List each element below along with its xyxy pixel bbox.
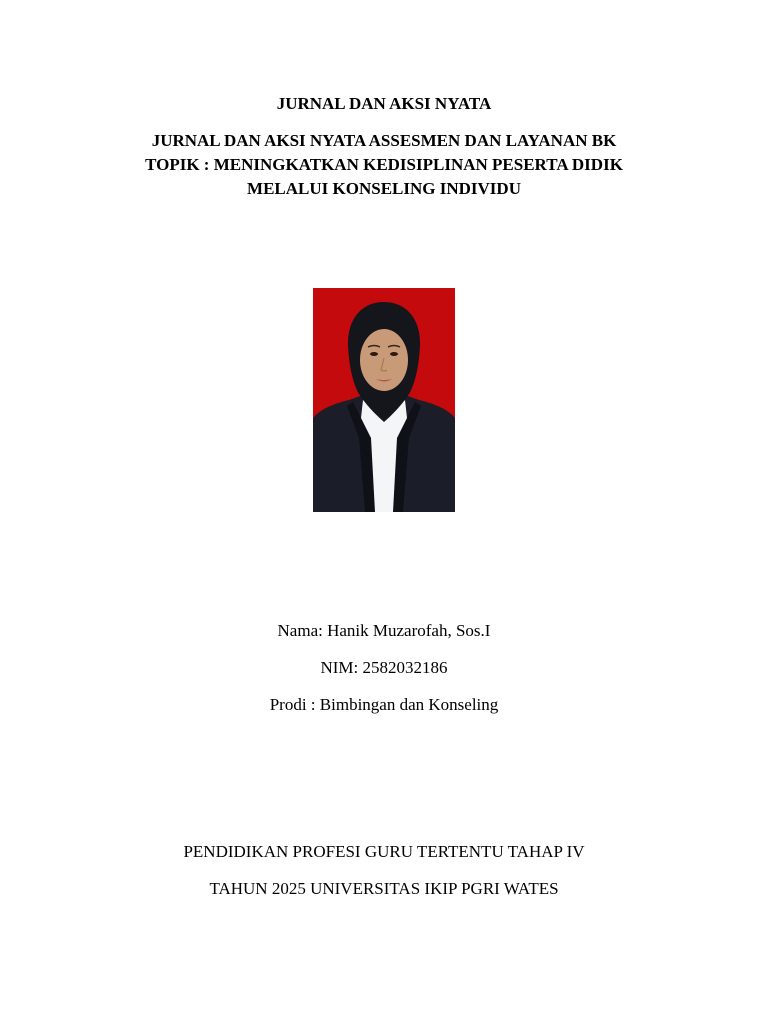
author-name: Nama: Hanik Muzarofah, Sos.I: [277, 621, 491, 640]
document-title-line-2: TOPIK : MENINGKATKAN KEDISIPLINAN PESERTA DIDIK: [145, 155, 623, 174]
footer-year-university-line: TAHUN 2025 UNIVERSITAS IKIP PGRI WATES: [209, 879, 559, 898]
footer-program-line: PENDIDIKAN PROFESI GURU TERTENTU TAHAP IV: [183, 842, 585, 861]
author-prodi: Prodi : Bimbingan dan Konseling: [269, 695, 499, 714]
document-title-line-1: JURNAL DAN AKSI NYATA ASSESMEN DAN LAYANAN BK: [151, 131, 617, 150]
document-heading: JURNAL DAN AKSI NYATA: [276, 94, 492, 113]
author-portrait-photo: [313, 288, 455, 512]
document-title-line-3: MELALUI KONSELING INDIVIDU: [247, 179, 521, 198]
author-nim: NIM: 2582032186: [320, 658, 448, 677]
